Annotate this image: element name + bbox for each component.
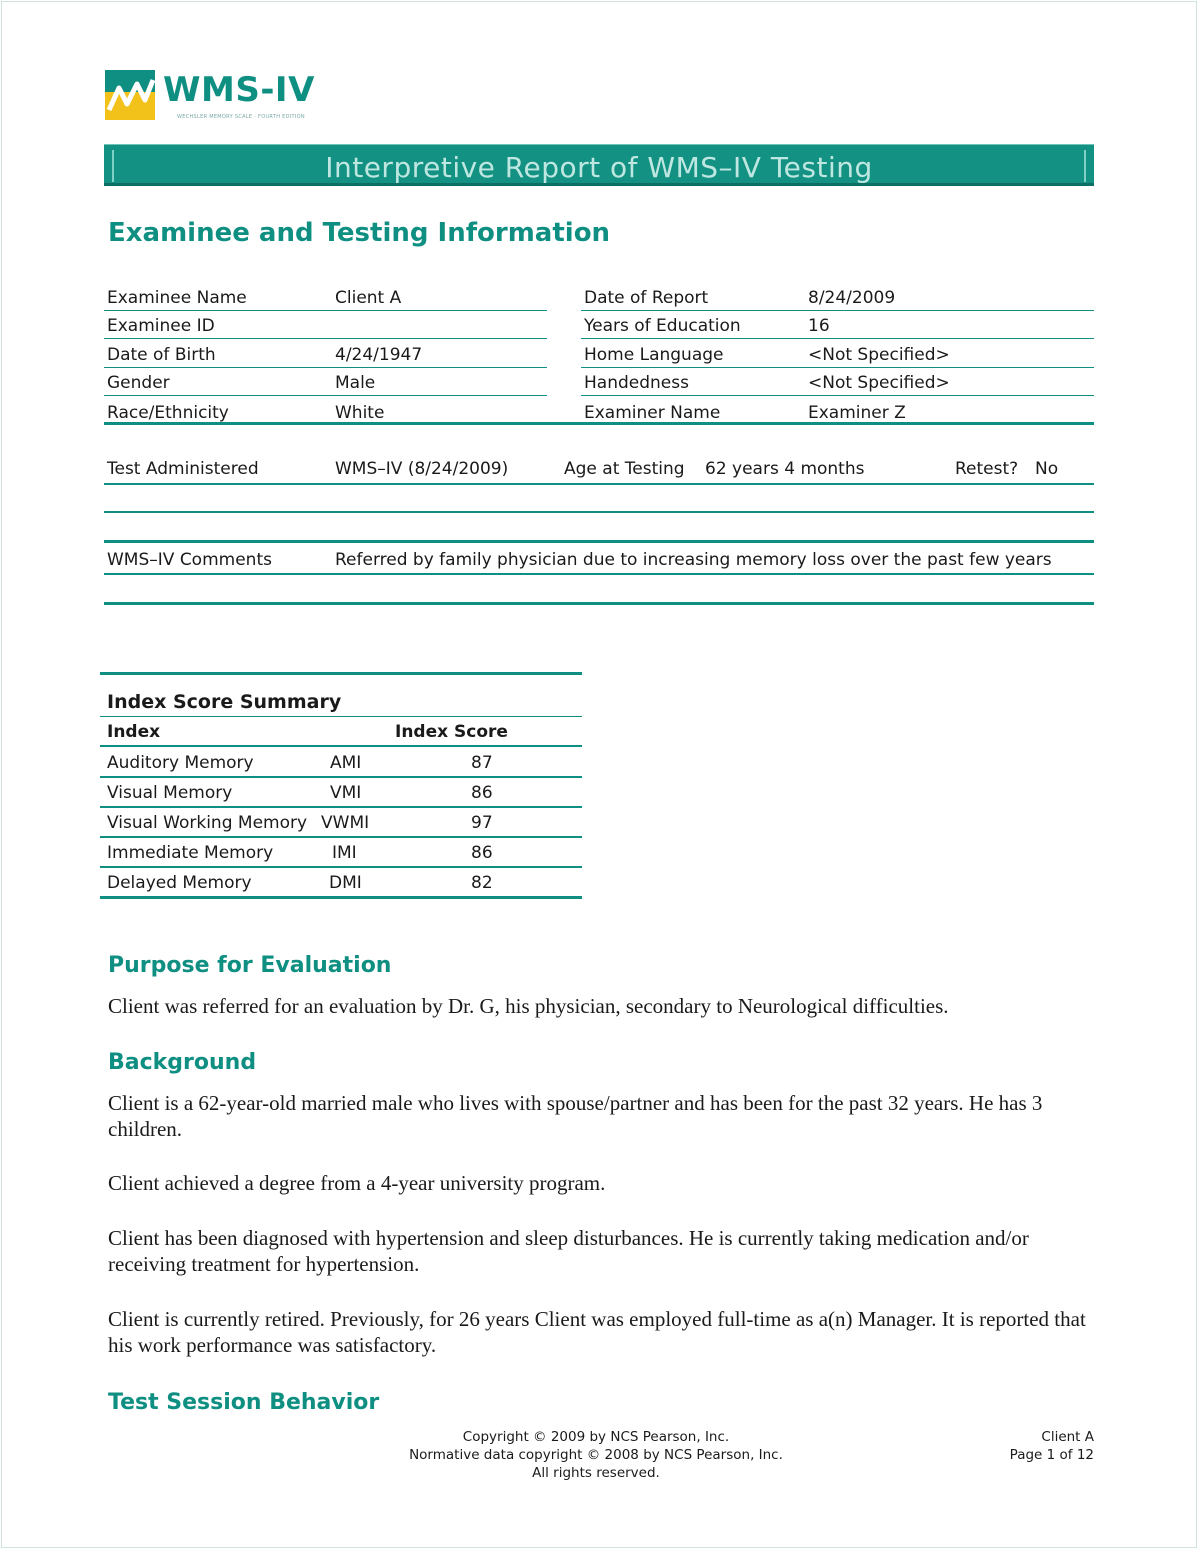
table-row [100, 868, 582, 898]
info-value: Client A [335, 287, 402, 308]
info-row-date-of-report [581, 282, 1094, 311]
background-paragraph: Client achieved a degree from a 4-year university program. [108, 1171, 606, 1195]
info-label: Gender [107, 373, 170, 393]
footer-page-info [1010, 1428, 1094, 1464]
report-title: Interpretive Report of WMS–IV Testing [325, 151, 873, 184]
test-session-section-title: Test Session Behavior [108, 1390, 380, 1415]
purpose-section-title: Purpose for Evaluation [108, 953, 392, 978]
index-name: Auditory Memory [107, 752, 254, 773]
info-value: 4/24/1947 [335, 344, 423, 365]
table-row [100, 778, 582, 808]
info-label: Examinee ID [107, 316, 215, 336]
info-value: Examiner Z [808, 402, 906, 423]
table-row [100, 838, 582, 868]
index-score: 82 [471, 872, 493, 893]
index-abbr: DMI [329, 872, 362, 893]
logo-brand-text: WMS-IV [163, 70, 315, 110]
test-row-divider [104, 483, 1094, 485]
info-row-date-of-birth [104, 339, 547, 368]
info-label: Examiner Name [584, 402, 721, 423]
info-row-race-ethnicity [104, 396, 547, 425]
retest-value: No [1035, 459, 1059, 479]
header-index-score: Index Score [395, 722, 508, 743]
test-administered-label: Test Administered [107, 459, 259, 479]
examinee-info-right [581, 282, 1094, 425]
index-table-title-row [100, 675, 582, 717]
background-paragraph: Client is a 62-year-old married male who lives with spouse/partner and has been for the past 32 years. He has 3 children. [108, 1091, 1043, 1141]
index-abbr: VMI [330, 782, 362, 803]
footer-client-name: Client A [1041, 1429, 1094, 1445]
examinee-section-title: Examinee and Testing Information [108, 218, 611, 248]
examinee-info-left [104, 282, 547, 425]
info-label: Home Language [584, 344, 724, 365]
copyright-line: Copyright © 2009 by NCS Pearson, Inc. [462, 1429, 730, 1445]
footer-copyright [400, 1428, 792, 1482]
index-score: 86 [471, 843, 493, 864]
info-row-years-of-education [581, 311, 1094, 340]
index-name: Visual Working Memory [107, 813, 308, 834]
wms-logo [105, 68, 325, 124]
wms-logo-icon [105, 70, 155, 120]
index-abbr: VWMI [321, 813, 370, 834]
index-abbr: AMI [330, 752, 362, 773]
test-administered-value: WMS–IV (8/24/2009) [335, 459, 509, 479]
info-row-handedness [581, 368, 1094, 397]
info-value: White [335, 402, 385, 423]
index-score-table [100, 672, 582, 899]
copyright-line: All rights reserved. [532, 1465, 660, 1481]
age-at-testing-label: Age at Testing [564, 459, 685, 479]
table-row [100, 747, 582, 777]
info-value: <Not Specified> [808, 373, 950, 393]
info-divider [104, 422, 1094, 425]
comments-label: WMS–IV Comments [107, 550, 272, 570]
index-score: 86 [471, 782, 493, 803]
index-abbr: IMI [332, 843, 357, 864]
info-value: 16 [808, 316, 830, 336]
empty-row-divider [104, 511, 1094, 513]
info-row-gender [104, 368, 547, 397]
info-label: Date of Birth [107, 344, 216, 365]
info-label: Examinee Name [107, 287, 247, 308]
comments-value: Referred by family physician due to increasing memory loss over the past few years [335, 550, 1052, 570]
report-banner [104, 144, 1094, 186]
index-table-header-row [100, 717, 582, 747]
comments-bottom-rule [104, 602, 1094, 605]
background-paragraph: Client is currently retired. Previously, for 26 years Client was employed full-time as a(n) Manager. It is reported that his work performance was satisfactory. [108, 1307, 1086, 1357]
info-row-examinee-name [104, 282, 547, 311]
info-label: Years of Education [584, 316, 741, 336]
retest-label: Retest? [955, 459, 1019, 479]
info-row-home-language [581, 339, 1094, 368]
info-row-examiner-name [581, 396, 1094, 425]
index-name: Immediate Memory [107, 843, 274, 864]
comments-divider [104, 573, 1094, 575]
info-label: Race/Ethnicity [107, 402, 229, 423]
comments-top-rule [104, 540, 1094, 543]
info-value: 8/24/2009 [808, 287, 896, 308]
index-name: Delayed Memory [107, 872, 252, 893]
table-row [100, 808, 582, 838]
header-index: Index [107, 722, 161, 743]
info-label: Handedness [584, 373, 689, 393]
background-section-title: Background [108, 1050, 257, 1075]
info-row-examinee-id [104, 311, 547, 340]
purpose-text: Client was referred for an evaluation by Dr. G, his physician, secondary to Neurological difficulties. [108, 994, 949, 1018]
background-paragraph: Client has been diagnosed with hypertension and sleep disturbances. He is currently taking medication and/or receiving treatment for hypertension. [108, 1226, 1029, 1276]
copyright-line: Normative data copyright © 2008 by NCS Pearson, Inc. [409, 1447, 783, 1463]
index-table-title: Index Score Summary [107, 691, 342, 713]
index-name: Visual Memory [107, 782, 233, 803]
info-value: Male [335, 373, 376, 393]
index-score: 87 [471, 752, 493, 773]
index-score: 97 [471, 813, 493, 834]
info-value: <Not Specified> [808, 344, 950, 365]
logo-tagline: WECHSLER MEMORY SCALE · FOURTH EDITION [177, 114, 305, 120]
page-number: Page 1 of 12 [1009, 1447, 1094, 1463]
age-at-testing-value: 62 years 4 months [705, 459, 865, 479]
info-label: Date of Report [584, 287, 709, 308]
